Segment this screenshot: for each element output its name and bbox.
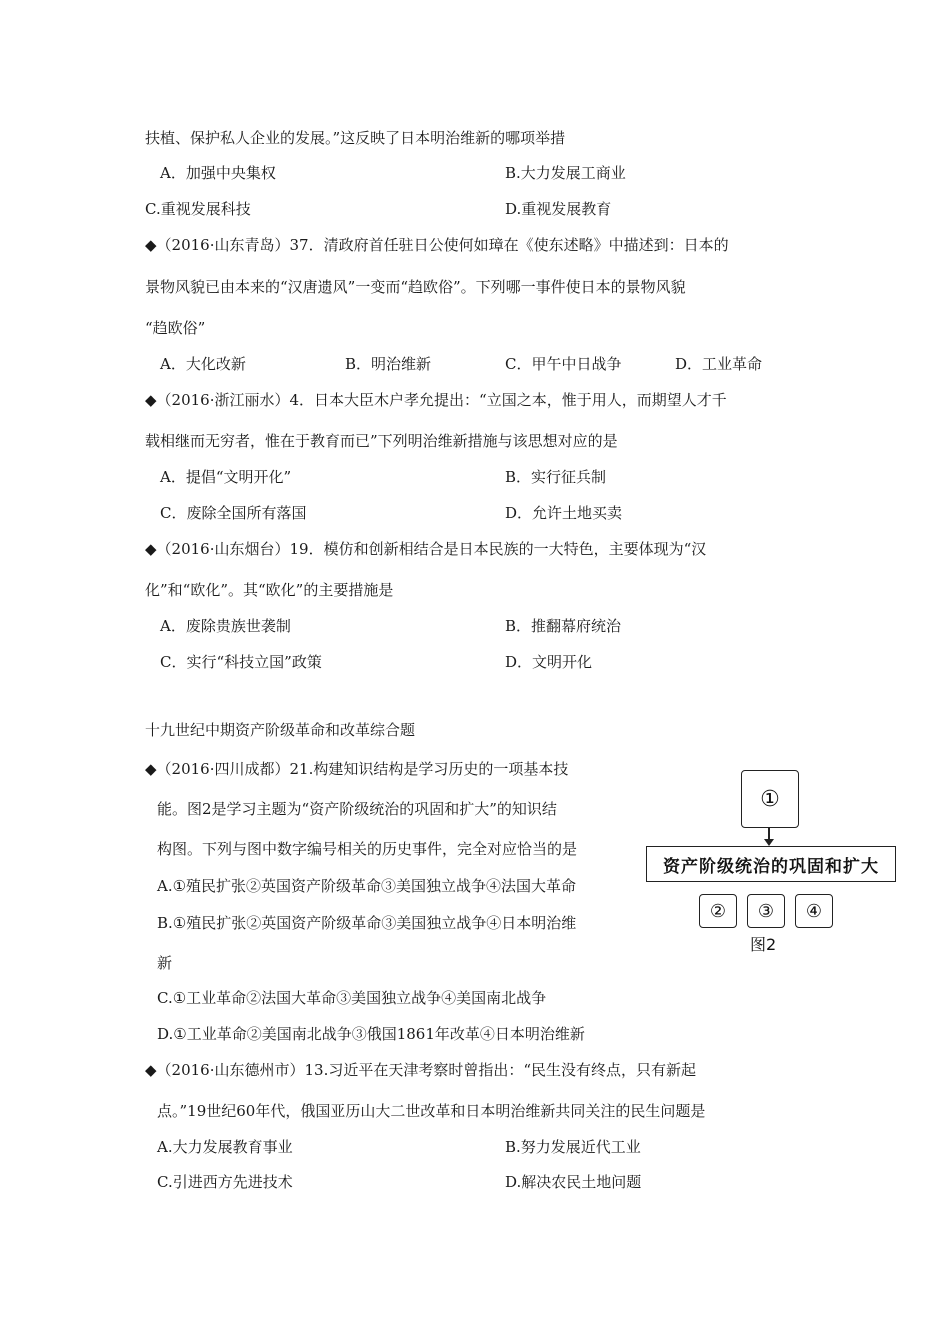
option-a: A．废除贵族世袭制 [160, 617, 291, 635]
option-c: C．实行“科技立国”政策 [160, 653, 322, 671]
diagram-box-2: ② [699, 894, 737, 928]
option-d: D．文明开化 [505, 653, 593, 671]
text-line: 能。图2是学习主题为“资产阶级统治的巩固和扩大”的知识结 [157, 800, 557, 818]
option-b: B．推翻幕府统治 [505, 617, 622, 635]
option-d: D.解决农民土地问题 [505, 1173, 642, 1191]
option-c: C．废除全国所有落国 [160, 504, 307, 522]
option-a: A.大力发展教育事业 [157, 1138, 293, 1156]
text-line: 新 [157, 954, 173, 972]
question-13: ◆（2016·山东德州市）13.习近平在天津考察时曾指出：“民生没有终点，只有新起 [145, 1061, 697, 1079]
question-19: ◆（2016·山东烟台）19．模仿和创新相结合是日本民族的一大特色，主要体现为“汉 [145, 540, 707, 558]
diagram-box-4: ④ [795, 894, 833, 928]
option-a: A．加强中央集权 [160, 164, 276, 182]
option-d: D.①工业革命②美国南北战争③俄国1861年改革④日本明治维新 [157, 1025, 585, 1043]
option-d: D．工业革命 [675, 355, 763, 373]
option-d: D．允许土地买卖 [505, 504, 623, 522]
option-c: C.重视发展科技 [145, 200, 251, 218]
text-line: 点。”19世纪60年代，俄国亚历山大二世改革和日本明治维新共同关注的民生问题是 [157, 1102, 706, 1120]
option-b: B.①殖民扩张②英国资产阶级革命③美国独立战争④日本明治维 [157, 914, 577, 932]
question-21: ◆（2016·四川成都）21.构建知识结构是学习历史的一项基本技 [145, 760, 569, 778]
diagram-main-box: 资产阶级统治的巩固和扩大 [646, 846, 896, 882]
option-a: A.①殖民扩张②英国资产阶级革命③美国独立战争④法国大革命 [157, 877, 577, 895]
arrow-down-icon [764, 839, 774, 846]
option-b: B．明治维新 [345, 355, 432, 373]
option-a: A．提倡“文明开化” [160, 468, 292, 486]
option-b: B．实行征兵制 [505, 468, 607, 486]
question-37: ◆（2016·山东青岛）37．清政府首任驻日公使何如璋在《使东述略》中描述到：日本的 [145, 236, 729, 254]
text-line: 载相继而无穷者，惟在于教育而已”下列明治维新措施与该思想对应的是 [145, 432, 618, 450]
option-c: C．甲午中日战争 [505, 355, 622, 373]
option-d: D.重视发展教育 [505, 200, 612, 218]
text-line: 景物风貌已由本来的“汉唐遗风”一变而“趋欧俗”。下列哪一事件使日本的景物风貌 [145, 278, 686, 296]
section-heading: 十九世纪中期资产阶级革命和改革综合题 [145, 721, 416, 739]
diagram-box-1: ① [741, 770, 799, 828]
text-line: 构图。下列与图中数字编号相关的历史事件，完全对应恰当的是 [157, 840, 578, 858]
option-b: B.努力发展近代工业 [505, 1138, 641, 1156]
question-4: ◆（2016·浙江丽水）4．日本大臣木户孝允提出：“立国之本，惟于用人，而期望人才千 [145, 391, 727, 409]
text-line: “趋欧俗” [145, 319, 206, 337]
option-c: C.引进西方先进技术 [157, 1173, 293, 1191]
knowledge-structure-diagram [646, 770, 896, 960]
text-line: 扶植、保护私人企业的发展。”这反映了日本明治维新的哪项举措 [145, 129, 566, 147]
text-line: 化”和“欧化”。其“欧化”的主要措施是 [145, 581, 394, 599]
option-b: B.大力发展工商业 [505, 164, 626, 182]
diagram-box-3: ③ [747, 894, 785, 928]
option-a: A．大化改新 [160, 355, 246, 373]
diagram-caption: 图2 [750, 935, 777, 954]
option-c: C.①工业革命②法国大革命③美国独立战争④美国南北战争 [157, 989, 547, 1007]
